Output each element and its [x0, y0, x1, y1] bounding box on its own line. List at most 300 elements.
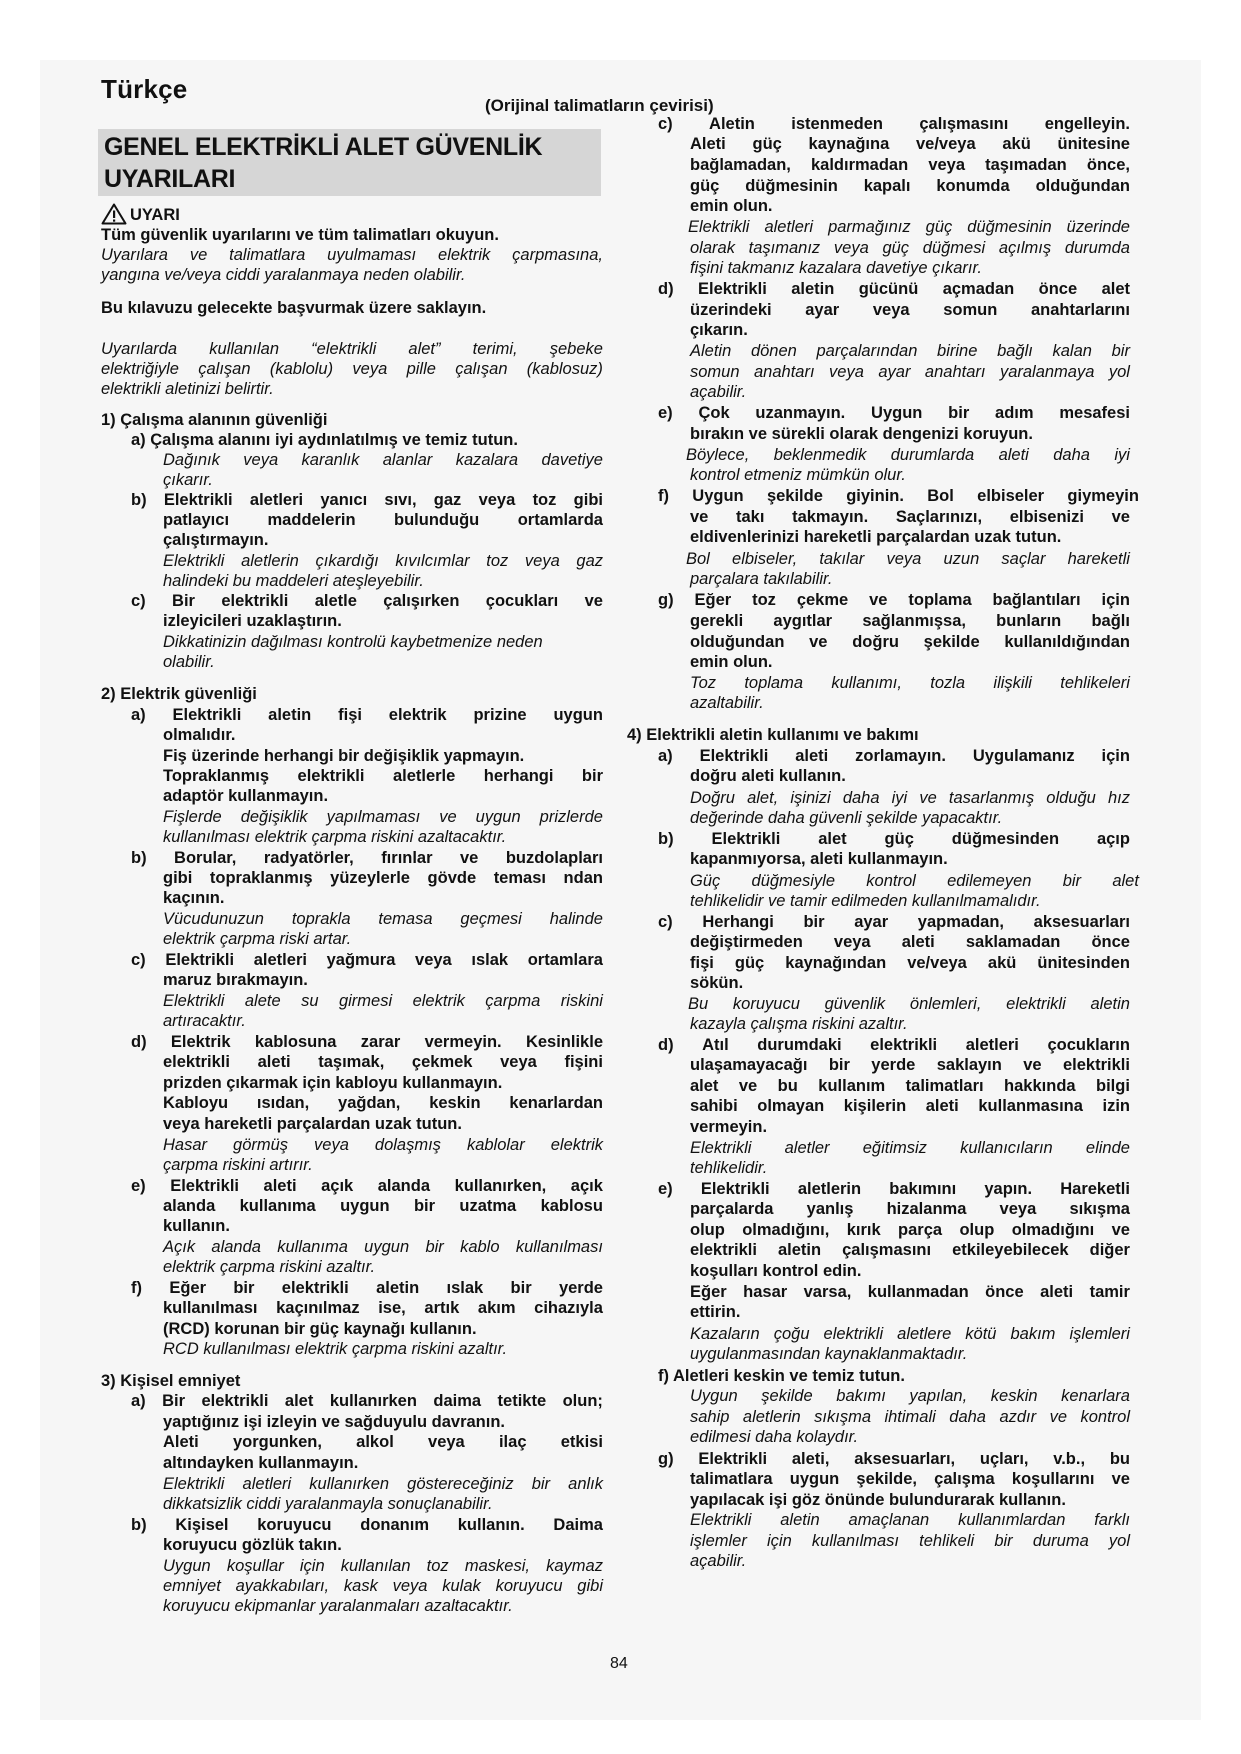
word: aleti	[1040, 1283, 1074, 1301]
word: ise,	[378, 1299, 406, 1317]
word: Aletin	[709, 115, 755, 133]
text-line	[163, 1237, 603, 1257]
word: çalışan	[198, 360, 251, 378]
word: veya	[872, 301, 910, 319]
word: daima	[433, 1392, 482, 1410]
word: ulaşamayacağı	[690, 1056, 808, 1074]
text-line: elektrik çarpma riski artar.	[163, 930, 352, 948]
word: edilemeyen	[947, 872, 1032, 890]
word: veya	[829, 363, 864, 381]
word: kullanın.	[457, 1516, 525, 1534]
word: Daima	[553, 1516, 603, 1534]
word: diğer	[1089, 1241, 1130, 1259]
word: uçları,	[979, 1450, 1029, 1468]
word: izin	[1102, 1097, 1130, 1115]
word: e)	[658, 1180, 673, 1198]
word: yağdan,	[338, 1094, 401, 1112]
word: toz	[486, 552, 509, 570]
word: talimatları	[905, 1077, 984, 1095]
word: kullanırken	[309, 1475, 390, 1493]
word: ve	[1111, 1221, 1130, 1239]
word: aletin	[1090, 995, 1130, 1013]
text-line: tehlikelidir ve tamir edilmeden kullanılmamalıdır.	[690, 892, 1041, 910]
word: ihtimali	[884, 1408, 936, 1426]
word: bağlantıları	[992, 591, 1081, 609]
word: düğmesinden	[951, 830, 1060, 848]
word: g)	[658, 591, 674, 609]
word: Elektrikli	[690, 1511, 752, 1529]
word: hız	[1107, 789, 1130, 807]
word: bu	[1109, 1450, 1130, 1468]
text-line: 2) Elektrik güvenliği	[101, 685, 257, 703]
word: Kişisel	[175, 1516, 229, 1534]
word: alet	[284, 1392, 314, 1410]
text-line: kazayla çalışma riskini azaltır.	[690, 1015, 908, 1033]
word: Atıl	[702, 1036, 729, 1054]
word: a)	[658, 747, 673, 765]
word: Eğer	[169, 1279, 207, 1297]
word: önce,	[1086, 156, 1130, 174]
word: Doğru	[690, 789, 735, 807]
word: için	[766, 1532, 792, 1550]
text-line	[131, 1515, 603, 1535]
word: doğru	[852, 633, 899, 651]
word: alet”	[408, 340, 441, 358]
word: vermeyin.	[424, 1033, 502, 1051]
word: şekilde	[766, 487, 823, 505]
word: elektrik	[388, 706, 447, 724]
word: çekmek	[411, 1053, 473, 1071]
word: kaymaz	[546, 1557, 603, 1575]
word: aleti,	[791, 1450, 830, 1468]
word: ayar	[854, 913, 889, 931]
word: gibi	[573, 491, 603, 509]
word: aleti	[998, 446, 1029, 464]
word: kullanırken	[329, 1392, 417, 1410]
word: elektrikli	[297, 767, 365, 785]
word: alet	[1112, 872, 1139, 890]
text-line: Fiş üzerinde herhangi bir değişiklik yapmayın.	[163, 747, 525, 765]
word: Eğer	[690, 1283, 727, 1301]
word: (kablosuz)	[526, 360, 603, 378]
word: ndan	[563, 869, 603, 887]
word: bakımı	[836, 1387, 886, 1405]
word: hakkında	[1004, 1077, 1076, 1095]
word: anahtarlarını	[1030, 301, 1130, 319]
word: Bir	[172, 592, 195, 610]
word: veya	[352, 360, 388, 378]
word: aygıtlar	[773, 612, 833, 630]
text-line: (RCD) korunan bir güç kaynağı kullanın.	[163, 1320, 477, 1338]
word: etkileyebilecek	[952, 1241, 1069, 1259]
word: açık	[321, 1177, 354, 1195]
word: güç	[925, 218, 953, 236]
word: güç	[884, 830, 914, 848]
word: değiştirmeden	[690, 933, 803, 951]
word: aleti	[263, 1177, 297, 1195]
text-line: maruz bırakmayın.	[163, 971, 308, 989]
section-title-line: GENEL ELEKTRİKLİ ALET GÜVENLİK	[104, 133, 543, 161]
text-line	[131, 1391, 603, 1411]
word: için	[299, 1557, 325, 1575]
word: hizalanma	[886, 1200, 967, 1218]
word: alkol	[356, 1433, 394, 1451]
word: gücünü	[858, 280, 919, 298]
text-line	[690, 871, 1139, 891]
word: açılmış	[998, 239, 1052, 257]
word: Elektrikli	[163, 1475, 225, 1493]
word: kaçınılmaz	[276, 1299, 360, 1317]
word: güç	[690, 177, 720, 195]
word: kablosu	[540, 1197, 603, 1215]
word: kask	[343, 1577, 378, 1595]
word: veya	[500, 1053, 537, 1071]
text-line: yaptığınız işi izleyin ve sağduyulu davranın.	[163, 1413, 506, 1431]
text-line: f) Aletleri keskin ve temiz tutun.	[658, 1367, 905, 1385]
text-line: koruyucu gözlük takın.	[163, 1536, 342, 1554]
word: bir	[1111, 342, 1130, 360]
word: üzerinde	[1066, 218, 1130, 236]
text-line	[690, 1138, 1130, 1158]
word: alet	[690, 1077, 719, 1095]
word: veya	[928, 156, 966, 174]
word: ilaç	[498, 1433, 527, 1451]
word: yüzeylerle	[330, 869, 410, 887]
word: yorgunken,	[233, 1433, 322, 1451]
word: amaçlanan	[848, 1511, 930, 1529]
word: tetikte	[497, 1392, 547, 1410]
word: kaldırmadan	[810, 156, 909, 174]
text-line: çarpma riskini artırır.	[163, 1156, 313, 1174]
word: eğitimsiz	[862, 1139, 927, 1157]
word: gibi	[577, 1577, 603, 1595]
word: emniyet	[163, 1577, 221, 1595]
word: işlemleri	[1069, 1325, 1130, 1343]
word: yapın.	[984, 1180, 1033, 1198]
word: akü	[987, 954, 1017, 972]
word: Uygun	[871, 404, 923, 422]
text-line	[688, 994, 1130, 1014]
word: Elektrikli	[170, 1177, 239, 1195]
word: uzun	[943, 550, 980, 568]
word: önce	[985, 1283, 1024, 1301]
text-line: kontrol etmeniz mümkün olur.	[690, 466, 906, 484]
word: bir	[994, 1532, 1013, 1550]
word: güç	[882, 239, 910, 257]
word: parçalarda	[690, 1200, 774, 1218]
word: alet,	[747, 789, 779, 807]
word: Elektrikli	[163, 552, 225, 570]
word: Elektrikli	[165, 951, 235, 969]
word: sıvı,	[384, 491, 417, 509]
text-line: kaçının.	[163, 889, 225, 907]
text-line	[690, 1055, 1130, 1075]
word: veya	[833, 933, 871, 951]
word: aletleri	[965, 1036, 1019, 1054]
word: konumda	[936, 177, 1010, 195]
word: toz	[752, 591, 776, 609]
text-line: çalıştırmayın.	[163, 531, 269, 549]
word: taşımadan	[985, 156, 1067, 174]
text-line	[163, 807, 603, 827]
language-heading: Türkçe	[101, 74, 188, 104]
word: bir	[581, 767, 603, 785]
word: prizlerde	[539, 808, 603, 826]
word: elinde	[1085, 1139, 1130, 1157]
word: gerekli	[690, 612, 744, 630]
word: c)	[131, 592, 146, 610]
word: ayar	[878, 363, 911, 381]
word: durumdaki	[757, 1036, 842, 1054]
text-line	[101, 359, 603, 379]
word: aletin	[268, 706, 312, 724]
word: alet	[818, 830, 847, 848]
word: temasa	[378, 910, 433, 928]
word: kullanılması	[515, 1238, 603, 1256]
word: herhangi	[483, 767, 554, 785]
text-line	[690, 1407, 1130, 1427]
word: kullanımlardan	[958, 1511, 1066, 1529]
word: yapılmaması	[326, 808, 421, 826]
word: birine	[937, 342, 978, 360]
word: kullanmadan	[867, 1283, 969, 1301]
word: Elektrik	[170, 1033, 231, 1051]
word: akü	[1002, 135, 1031, 153]
word: alanlar	[382, 451, 433, 469]
text-line: fişini takmanız kazalara davetiye çıkarır.	[690, 259, 982, 277]
word: somun	[943, 301, 998, 319]
word: Uygun	[163, 1557, 211, 1575]
word: zarar	[360, 1033, 401, 1051]
word: elektrikli	[221, 592, 289, 610]
word: elbiseler	[977, 487, 1045, 505]
section-title-line: UYARILARI	[104, 165, 236, 193]
word: daha	[842, 789, 880, 807]
word: tozla	[930, 674, 966, 692]
word: aletin	[780, 1511, 820, 1529]
word: aletleri	[249, 491, 304, 509]
word: daha	[949, 1408, 986, 1426]
word: Herhangi	[702, 913, 774, 931]
word: veya	[999, 1200, 1037, 1218]
word: elektrik	[550, 1136, 603, 1154]
word: güvenlik	[824, 995, 886, 1013]
word: yağmura	[326, 951, 396, 969]
text-line: kapanmıyorsa, aleti kullanmayın.	[690, 850, 948, 868]
word: Uygun	[690, 1387, 738, 1405]
word: girmesi	[338, 992, 393, 1010]
word: f)	[131, 1279, 142, 1297]
page-number: 84	[610, 1655, 628, 1672]
word: yaralanmaya	[999, 363, 1095, 381]
word: için	[1101, 747, 1130, 765]
text-line	[163, 868, 603, 888]
word: koşullar	[226, 1557, 284, 1575]
word: Kazaların	[690, 1325, 760, 1343]
text-line	[163, 1196, 603, 1216]
text-line	[131, 705, 603, 725]
word: bir	[828, 1056, 850, 1074]
text-line	[690, 300, 1130, 320]
word: Açık	[163, 1238, 196, 1256]
word: yol	[1108, 1532, 1130, 1550]
text-line	[658, 912, 1130, 932]
word: ve	[869, 591, 888, 609]
word: çalışmasını	[919, 115, 1009, 133]
text-line	[163, 1556, 603, 1576]
word: anlık	[568, 1475, 603, 1493]
word: düğmesinin	[745, 177, 838, 195]
word: veya	[392, 1577, 428, 1595]
word: Uygun	[692, 487, 744, 505]
word: kaynağına	[808, 135, 890, 153]
word: çıkardığı	[315, 552, 379, 570]
word: yanıcı	[320, 491, 368, 509]
word: koruyucu	[495, 1577, 563, 1595]
text-line: RCD kullanılması elektrik çarpma riskini azaltır.	[163, 1340, 508, 1358]
word: önce	[1091, 933, 1130, 951]
text-line	[131, 1176, 603, 1196]
text-line: halindeki bu maddeleri ateşleyebilir.	[163, 572, 424, 590]
word: aleti	[901, 933, 935, 951]
word: prizine	[473, 706, 527, 724]
word: etkisi	[560, 1433, 603, 1451]
word: yapılan,	[909, 1387, 968, 1405]
word: somun	[690, 363, 740, 381]
word: çoğu	[773, 1325, 810, 1343]
text-line: değerinde daha güvenli şekilde yapacaktır.	[690, 809, 1003, 827]
word: terimi,	[472, 340, 518, 358]
word: d)	[658, 280, 674, 298]
word: ve	[919, 789, 937, 807]
word: kıvılcımlar	[395, 552, 470, 570]
word: durumlarda	[890, 446, 975, 464]
word: b)	[131, 849, 147, 867]
word: ve	[738, 1077, 758, 1095]
word: açmadan	[942, 280, 1015, 298]
word: Elektrikli	[163, 992, 225, 1010]
word: çalışmasını	[842, 1241, 932, 1259]
word: elektrikli	[1006, 995, 1066, 1013]
word: saklayın	[936, 1056, 1002, 1074]
text-line	[690, 134, 1130, 154]
text-line: Dikkatinizin dağılması kontrolü kaybetmenize neden	[163, 633, 543, 651]
word: gibi	[163, 869, 193, 887]
word: alanda	[211, 1238, 261, 1256]
word: talimatlara	[229, 246, 306, 264]
word: olmayan	[757, 1097, 825, 1115]
word: aletleri	[253, 951, 307, 969]
word: Saçlarınızı,	[895, 508, 983, 526]
word: ve/veya	[915, 135, 976, 153]
word: bir	[803, 913, 825, 931]
text-line	[686, 445, 1130, 465]
word: davetiye	[541, 451, 603, 469]
text-line	[690, 1531, 1130, 1551]
word: kırık	[846, 1221, 881, 1239]
word: kullanmasına	[978, 1097, 1083, 1115]
text-line: çıkarın.	[690, 321, 748, 339]
word: toz	[532, 491, 557, 509]
text-line: edilmesi daha kolaydır.	[690, 1428, 859, 1446]
word: şebeke	[549, 340, 603, 358]
word: Böylece,	[686, 446, 750, 464]
word: tamir	[1089, 1283, 1130, 1301]
text-line: 4) Elektrikli aletin kullanımı ve bakımı	[627, 726, 919, 744]
word: aletlerle	[392, 767, 456, 785]
word: aletin	[791, 280, 835, 298]
word: kullanırken,	[454, 1177, 547, 1195]
text-line	[690, 632, 1130, 652]
text-line	[690, 176, 1130, 196]
word: e)	[131, 1177, 146, 1195]
word: istenmeden	[791, 115, 883, 133]
text-line	[163, 450, 603, 470]
word: çalışma	[934, 1470, 995, 1488]
word: taşımanız	[748, 239, 821, 257]
word: Bir	[162, 1392, 186, 1410]
text-line: Tüm güvenlik uyarılarını ve tüm talimatları okuyun.	[101, 226, 499, 244]
word: Uyarılara	[101, 246, 168, 264]
word: fişi	[338, 706, 362, 724]
word: tasarlanmış	[948, 789, 1035, 807]
word: kenarlara	[1061, 1387, 1130, 1405]
word: çocukları	[485, 592, 559, 610]
text-line: uygulanmasından kaynaklanmaktadır.	[690, 1345, 968, 1363]
word: olarak	[690, 239, 735, 257]
text-line: sökün.	[690, 974, 744, 992]
word: ayar	[805, 301, 840, 319]
text-line	[658, 1035, 1130, 1055]
word: ıslak	[446, 1279, 484, 1297]
word: Bol	[686, 550, 710, 568]
word: ünitesine	[1057, 135, 1130, 153]
text-line: doğru aleti kullanın.	[690, 767, 846, 785]
word: ortamlara	[527, 951, 603, 969]
word: kullanılan	[340, 1557, 411, 1575]
word: takı	[736, 508, 765, 526]
word: elektrikli	[690, 1241, 757, 1259]
word: kenarlardan	[509, 1094, 603, 1112]
word: kaynağından	[785, 954, 887, 972]
word: Aleti	[690, 135, 726, 153]
word: g)	[658, 1450, 674, 1468]
word: maddelerin	[267, 511, 356, 529]
word: bunların	[996, 612, 1062, 630]
word: bağlı	[997, 342, 1033, 360]
text-line: 1) Çalışma alanının güvenliği	[101, 411, 328, 429]
word: olup	[959, 1221, 995, 1239]
word: fişi	[690, 954, 714, 972]
word: a)	[131, 1392, 146, 1410]
word: duruma	[1032, 1532, 1089, 1550]
word: kontrol	[866, 872, 916, 890]
word: b)	[131, 1516, 147, 1534]
word: kazalara	[455, 451, 519, 469]
text-line	[690, 1240, 1130, 1260]
word: tehlikeleri	[1060, 674, 1130, 692]
word: aleti	[795, 747, 829, 765]
word: aletleri	[764, 218, 814, 236]
word: aksesuarları	[1033, 913, 1130, 931]
text-line	[658, 829, 1130, 849]
word: toplama	[908, 591, 972, 609]
word: yol	[1108, 363, 1130, 381]
word: v.b.,	[1053, 1450, 1086, 1468]
word: tehlikeli	[919, 1532, 975, 1550]
word: ve	[1111, 1470, 1130, 1488]
text-line	[163, 551, 603, 571]
